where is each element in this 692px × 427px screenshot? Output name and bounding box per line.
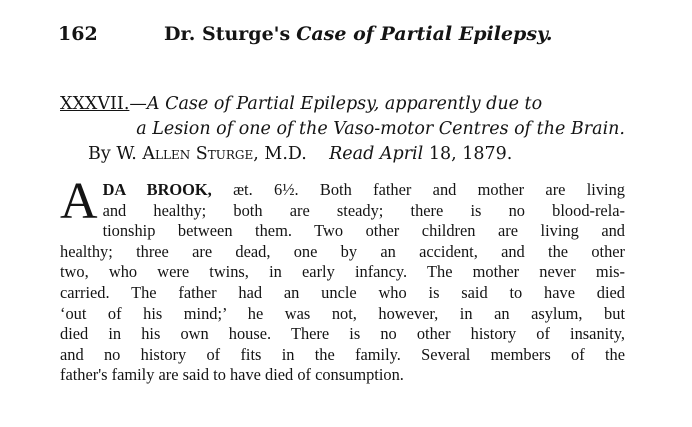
running-author: Dr. Sturge's bbox=[164, 23, 291, 45]
body-line: two, who were twins, in early infancy. The mother never mis- bbox=[60, 262, 625, 282]
title-text-part-1: A Case of Partial Epilepsy, apparently due to bbox=[146, 94, 543, 114]
page-number: 162 bbox=[58, 23, 98, 45]
read-label: Read April bbox=[329, 144, 424, 164]
byline bbox=[60, 142, 625, 167]
byline-by: By bbox=[88, 144, 111, 164]
body-line: and healthy; both are steady; there is no blood-rela- bbox=[102, 200, 625, 220]
body-line: ‘out of his mind;’ he was not, however, in an asylum, but bbox=[60, 303, 625, 323]
byline-author: W. Allen Sturge bbox=[116, 144, 254, 164]
body-paragraph bbox=[60, 173, 625, 386]
title-line-2: a Lesion of one of the Vaso-motor Centres of the Brain. bbox=[136, 119, 625, 139]
title-dash: — bbox=[129, 94, 147, 114]
running-head bbox=[58, 23, 638, 51]
body-line: father's family are said to have died of consumption. bbox=[60, 365, 404, 385]
body-line: died in his own house. There is no other history of insanity, bbox=[60, 324, 625, 344]
running-case-title: Case of Partial Epilepsy. bbox=[296, 23, 553, 45]
body-line: and no history of fits in the family. Several members of the bbox=[60, 344, 625, 364]
title-line-1 bbox=[60, 92, 625, 117]
body-line: carried. The father had an uncle who is said to have died bbox=[60, 282, 625, 302]
patient-name: DA BROOK, bbox=[102, 180, 212, 199]
article-numeral: XXXVII. bbox=[60, 94, 130, 114]
read-date: 18, 1879. bbox=[428, 144, 513, 164]
body-line: healthy; three are dead, one by an accident, and the other bbox=[60, 241, 625, 261]
byline-degree: , M.D. bbox=[253, 144, 307, 164]
body-line: tionship between them. Two other children are living and bbox=[102, 221, 625, 241]
body-line bbox=[60, 180, 625, 201]
body-line-text: æt. 6½. Both father and mother are living bbox=[233, 180, 625, 199]
drop-cap: A bbox=[60, 173, 98, 230]
article-title-block bbox=[60, 92, 625, 167]
running-title bbox=[164, 23, 553, 45]
